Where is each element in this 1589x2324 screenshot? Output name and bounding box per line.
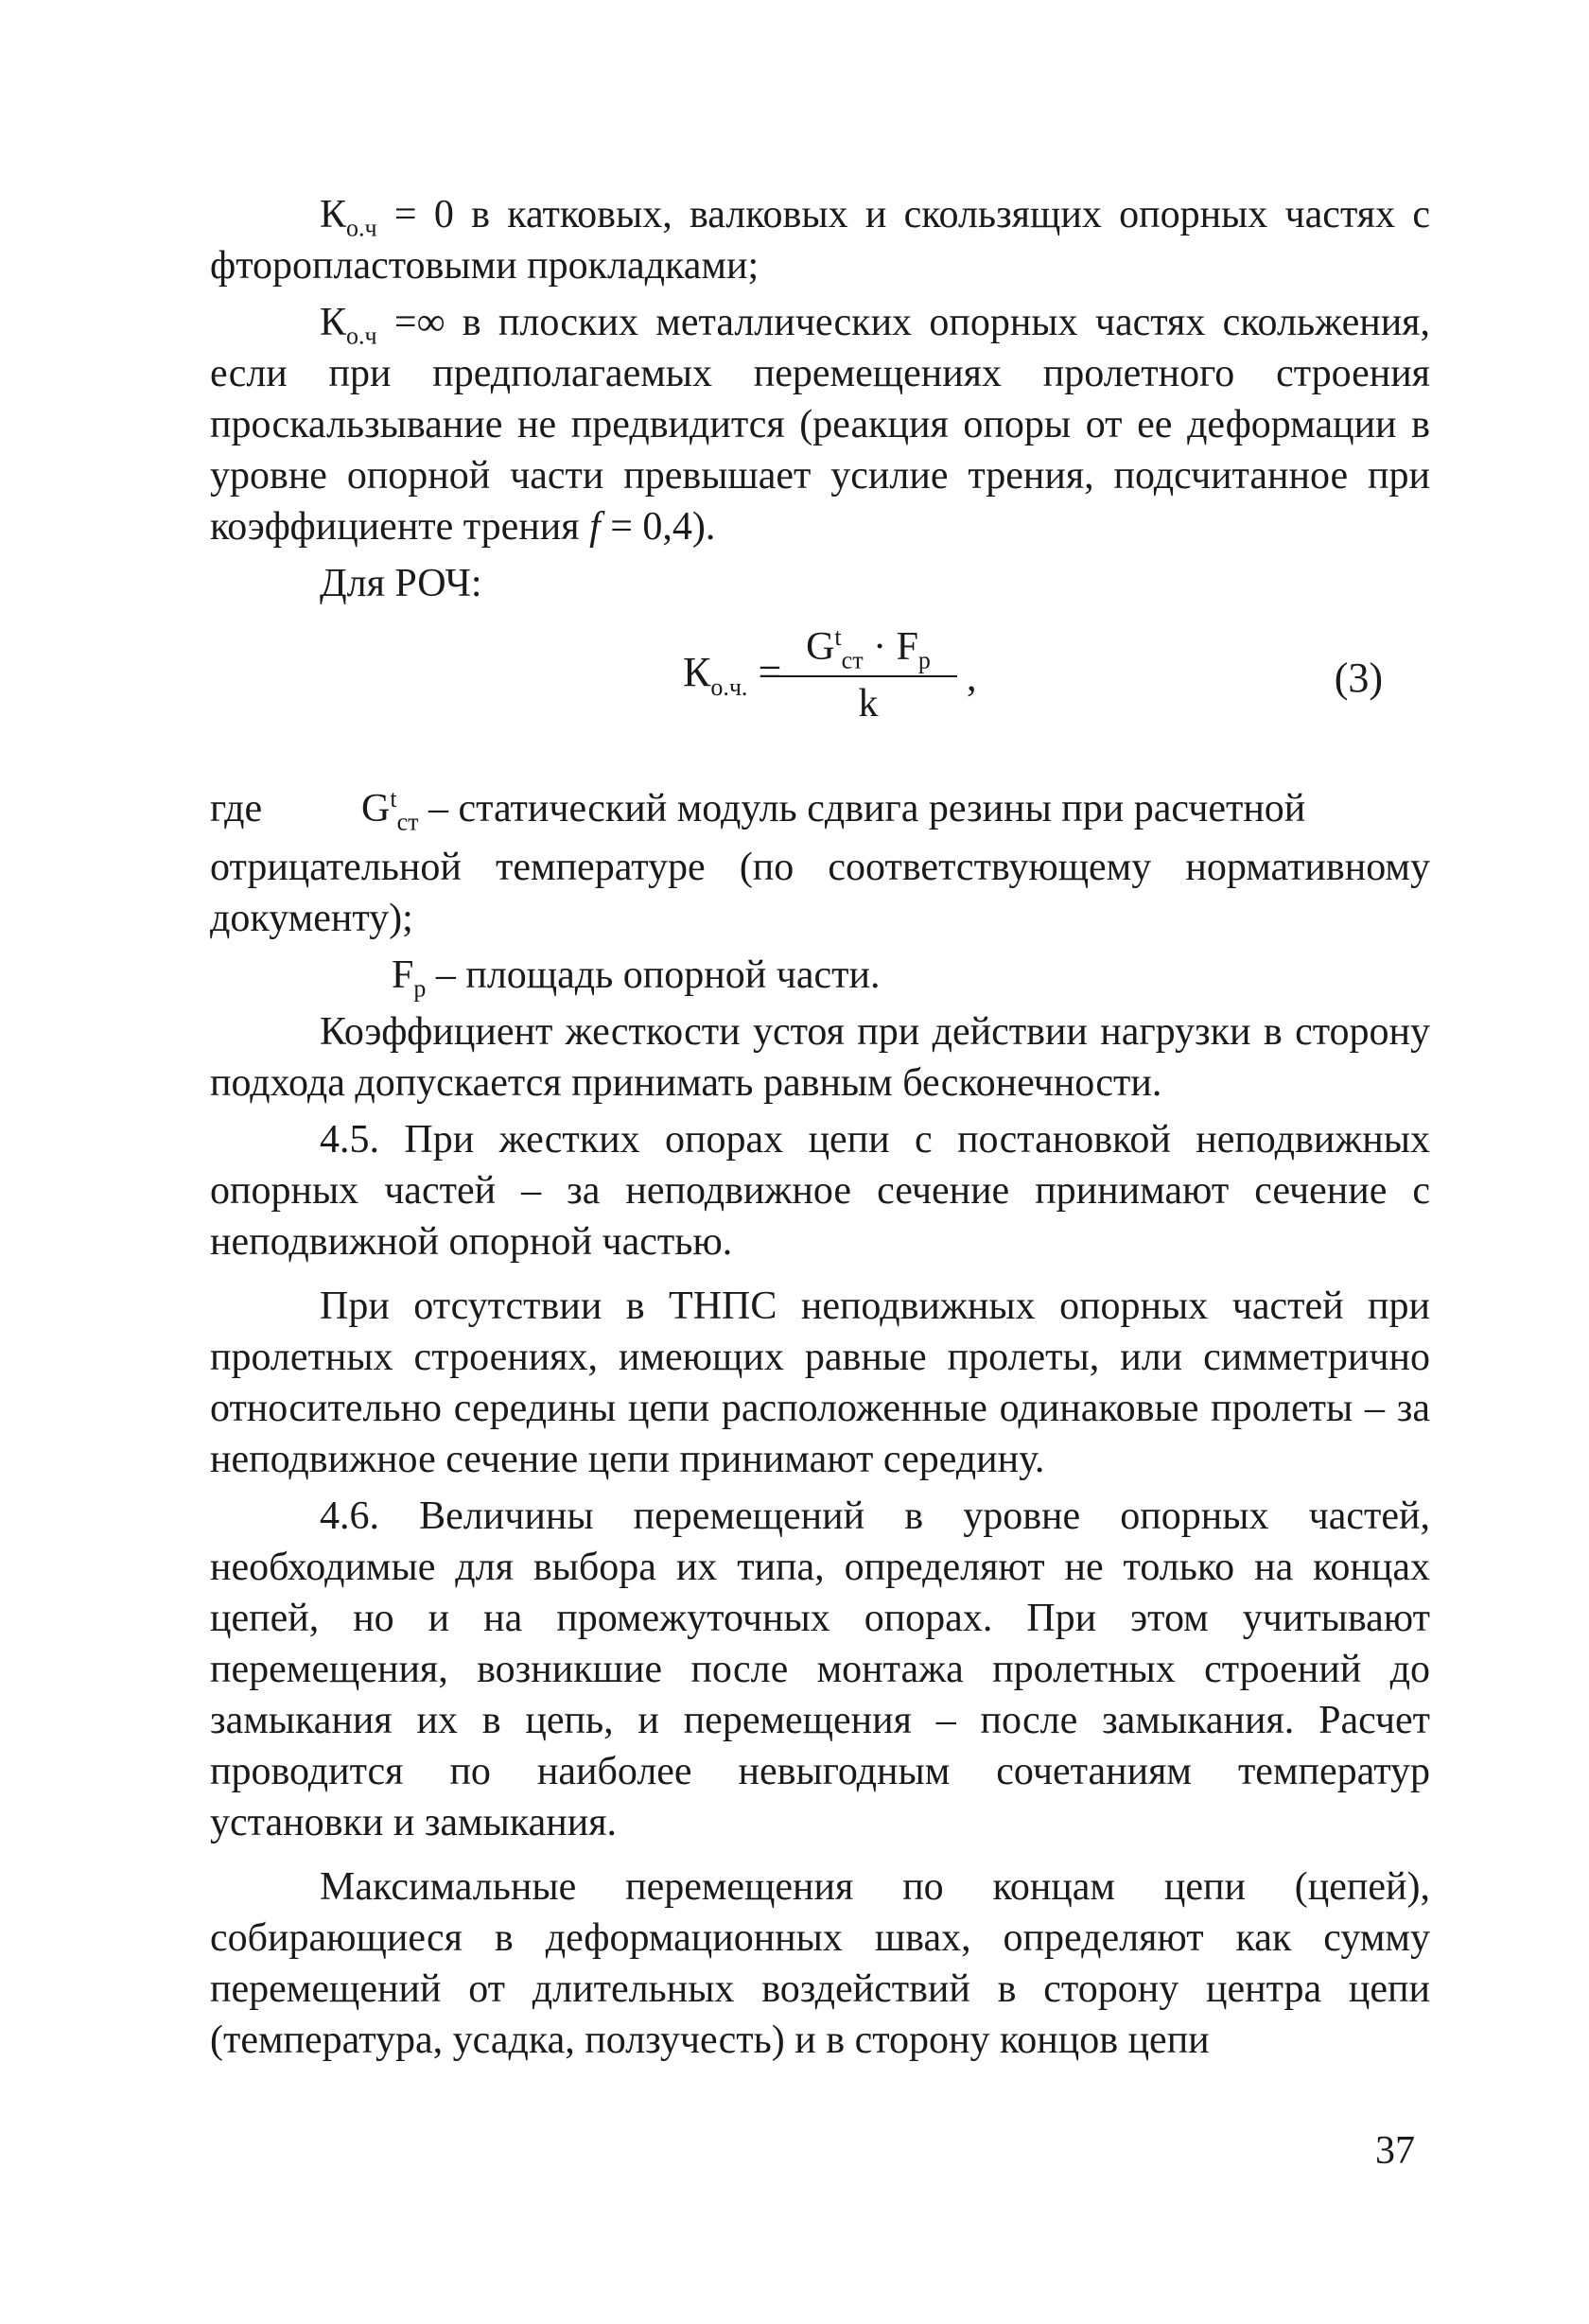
numerator-dot: · — [863, 625, 897, 669]
paragraph-roch: Для РОЧ: — [320, 562, 482, 605]
formula-numerator — [774, 620, 963, 673]
formula-fraction — [774, 620, 963, 730]
paragraph-text-end: = 0,4). — [600, 505, 716, 549]
where-continuation: отрицательной температуре (по соответствующему нормативному документу); — [210, 846, 1430, 940]
formula-k-subscript: о.ч. — [710, 673, 748, 701]
paragraph-max-displacements: Максимальные перемещения по концам цепи (цепей), собирающиеся в деформационных швах, определяют как сумму перемещений от длительных воздействий в сторону центра цепи (температура, усадка, ползучесть) и в сторону концов цепи — [210, 1865, 1430, 2062]
paragraph-tnps: При отсутствии в ТНПС неподвижных опорных частей при пролетных строениях, имеющих равные пролеты, или симметрично относительно середины цепи расположенные одинаковые пролеты – за неподвижное сечение цепи принимают середину. — [210, 1284, 1430, 1481]
where-text: – статический модуль сдвига резины при расчетной — [418, 787, 1306, 830]
paragraph-text: =∞ в плоских металлических опорных частях скольжения, если при предполагаемых перемещениях пролетного строения проскальзывание не предвидится (реакция опоры от ее деформации в уровне опорной части превышает усилие трения, подсчитанное при коэффициенте трения — [210, 301, 1430, 549]
page-text — [210, 189, 1430, 2066]
fp-definition — [210, 950, 1430, 1001]
fp-text: – площадь опорной части. — [426, 953, 881, 997]
where-line — [210, 783, 1430, 842]
k-symbol: К — [320, 301, 347, 344]
paragraph-text: = 0 в катковых, валковых и скользящих опорных частях с фторопластовыми прокладками; — [210, 193, 1430, 288]
fp-symbol: F — [392, 953, 414, 997]
formula-k: К — [683, 649, 711, 695]
page-number: 37 — [1375, 2129, 1415, 2173]
formula-lhs — [683, 647, 782, 701]
where-g: G — [361, 787, 391, 830]
k-subscript: о.ч — [346, 214, 377, 242]
formula-comma: , — [967, 656, 977, 700]
where-g-sup: t — [390, 785, 397, 813]
numerator-g-sup: t — [834, 623, 842, 651]
paragraph-k-infinity — [210, 297, 1430, 552]
where-g-sub: ст — [396, 808, 419, 836]
formula-denominator: k — [858, 682, 879, 725]
paragraph-abutment: Коэффициент жесткости устоя при действии нагрузки в сторону подхода допускается принимать равным бесконечности. — [210, 1010, 1430, 1105]
where-definition — [361, 783, 1430, 834]
k-subscript: о.ч — [346, 322, 377, 350]
where-label: где — [210, 787, 263, 830]
formula-3 — [210, 620, 1430, 770]
numerator-g: G — [806, 625, 835, 669]
equation-number: (3) — [1334, 655, 1383, 701]
numerator-g-sub: ст — [841, 646, 864, 674]
paragraph-4-5: 4.5. При жестких опорах цепи с постановкой неподвижных опорных частей – за неподвижное сечение принимают сечение с неподвижной опорной частью. — [210, 1118, 1430, 1264]
numerator-f-sub: р — [917, 646, 931, 674]
numerator-f: F — [896, 625, 918, 669]
k-symbol: К — [320, 193, 347, 236]
fp-subscript: р — [413, 974, 427, 1003]
friction-symbol: f — [589, 505, 601, 549]
paragraph-4-6: 4.6. Величины перемещений в уровне опорных частей, необходимые для выбора их типа, определяют не только на концах цепей, но и на промежуточных опорах. При этом учитывают перемещения, возникшие после монтажа пролетных строений до замыкания их в цепь, и перемещения – после замыкания. Расчет проводится по наиболее невыгодным сочетаниям температур установки и замыкания. — [210, 1494, 1430, 1844]
paragraph-k-zero — [210, 189, 1430, 291]
formula-equals: = — [747, 649, 782, 695]
